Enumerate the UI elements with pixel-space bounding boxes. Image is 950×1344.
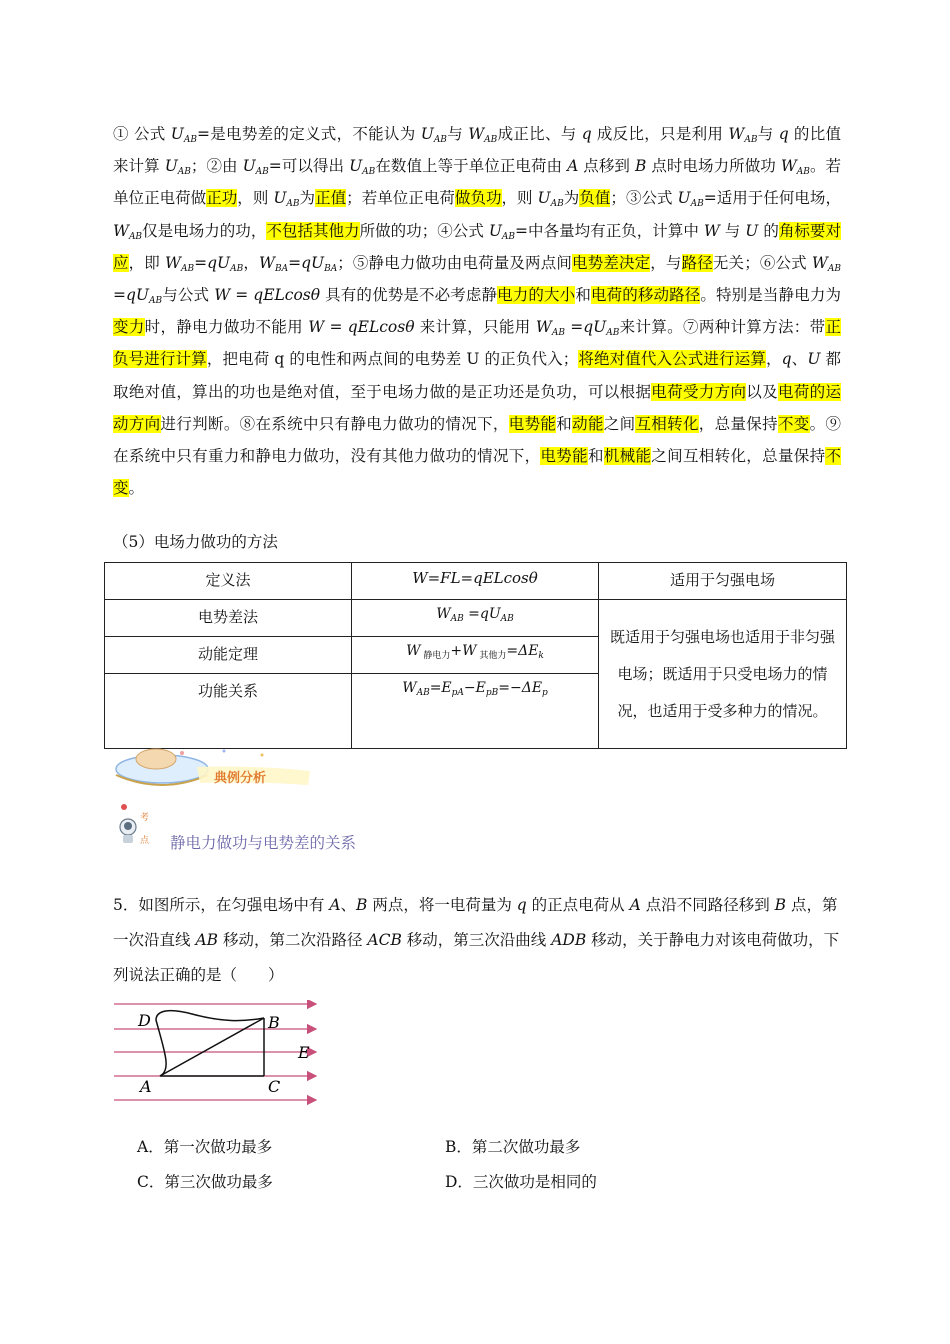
section-5-title: （5）电场力做功的方法 [113, 533, 278, 551]
knowledge-point-title: 静电力做功与电势差的关系 [170, 834, 357, 852]
highlight-force-direction: 电荷受力方向 [651, 382, 747, 401]
option-c[interactable]: C．第三次做功最多 [137, 1173, 273, 1191]
highlight-kinetic-energy: 动能 [572, 414, 604, 433]
highlight-signed-calculation: 正负号进行计算 [113, 318, 841, 369]
highlight-charge-path: 电荷的移动路径 [590, 286, 701, 305]
highlight-negative-work: 做负功 [454, 189, 502, 208]
method-cell: 定义法 [105, 563, 352, 600]
highlight-constant: 不变 [777, 414, 810, 433]
highlight-mechanical-energy: 机械能 [603, 447, 652, 466]
highlight-determined-by-voltage: 电势差决定 [572, 253, 651, 272]
method-cell: 电势差法 [105, 600, 352, 637]
highlight-potential-energy: 电势能 [508, 414, 557, 433]
table-row [105, 563, 847, 600]
badge-bottom: 点 [140, 836, 150, 846]
badge-top: 考 [140, 813, 150, 823]
option-a[interactable]: A．第一次做功最多 [137, 1138, 273, 1156]
highlight-excludes-other-forces: 不包括其他力 [266, 221, 360, 240]
formula-cell: W=FL=qELcosθ [352, 563, 599, 600]
formula-cell: $W_{AB} =qU_{AB}$ [352, 600, 599, 637]
merged-scope-cell: 既适用于匀强电场也适用于非匀强电场；既适用于只受电场力的情况，也适用于受多种力的情况。 [599, 600, 847, 749]
label-A: A [140, 1077, 152, 1096]
highlight-positive-work: 正功 [206, 189, 238, 208]
highlight-mutual-conversion: 互相转化 [635, 414, 699, 433]
label-D: D [138, 1011, 151, 1030]
table-row [105, 600, 847, 637]
highlight-positive-value: 正值 [315, 189, 347, 208]
highlight-subscripts-match: 角标要对应 [113, 221, 841, 272]
method-cell: 动能定理 [105, 637, 352, 674]
method-cell: 功能关系 [105, 674, 352, 749]
scope-cell: 适用于匀强电场 [599, 563, 847, 600]
highlight-force-magnitude: 电力的大小 [497, 286, 576, 305]
label-E: E [298, 1043, 310, 1062]
highlight-negative-value: 负值 [579, 189, 611, 208]
banner-title: 典例分析 [214, 771, 267, 786]
highlight-path: 路径 [681, 253, 713, 272]
highlight-absolute-value: 将绝对值代入公式进行运算 [578, 350, 766, 369]
option-d[interactable]: D．三次做功是相同的 [445, 1173, 597, 1191]
highlight-motion-direction: 电荷的运动方向 [113, 382, 841, 433]
highlight-potential-energy-2: 电势能 [540, 447, 588, 466]
label-B: B [268, 1013, 280, 1032]
label-C: C [268, 1077, 281, 1096]
highlight-constant-2: 不变 [113, 447, 841, 498]
question-5: 5．如图所示，在匀强电场中有 A、B 两点，将一电荷量为 q 的正点电荷从 A 点沿不同路径移到 B 点，第一次沿直线 AB 移动，第二次沿路径 ACB 移动，第三次沿曲线 ADB 移动，关于静电力对该电荷做功，下列说法正确的是（ ） [113, 896, 840, 984]
astronaut-icon [120, 804, 136, 843]
summary-paragraph: ① 公式 $U_{AB}=$是电势差的定义式，不能认为 $U_{AB}$与 $W_{AB}$成正比、与 q 成反比，只是利用 $W_{AB}$与 q 的比值来计算 $U_{AB}$；②由 $U_{AB}=$可以得出 $U_{AB}$在数值上等于单位正电荷由 A 点移到 B 点时电场力所做功 $W_{AB}$。若单位正电荷做正功，则 $U_{AB}$为正值；若单位正电荷做负功，则 $U_{AB}$为负值；③公式 $U_{AB}=$适用于任何电场，$W_{AB}$仅是电场力的功，不包括其他力所做的功；④公式 $U_{AB}=$中各量均有正负，计算中 W 与 U 的角标要对应，即 $W_{AB}=qU_{AB}$，$W_{BA}=qU_{BA}$；⑤静电力做功由电荷量及两点间电势差决定，与路径无关；⑥公式 $W_{AB} =qU_{AB}$与公式 W = qELcosθ 具有的优势是不必考虑静电力的大小和电荷的移动路径。特别是当静电力为变力时，静电力做功不能用 W = qELcosθ 来计算，只能用 $W_{AB} =qU_{AB}$来计算。⑦两种计算方法：带正负号进行计算，把电荷 q 的电性和两点间的电势差 U 的正负代入；将绝对值代入公式进行运算，q、U 都取绝对值，算出的功也是绝对值，至于电场力做的是正功还是负功，可以根据电荷受力方向以及电荷的运动方向进行判断。⑧在系统中只有静电力做功的情况下，电势能和动能之间互相转化，总量保持不变。⑨在系统中只有重力和静电力做功，没有其他力做功的情况下，电势能和机械能之间互相转化，总量保持不变。 [113, 125, 842, 498]
option-b[interactable]: B．第二次做功最多 [445, 1138, 581, 1156]
paths [156, 1011, 264, 1076]
work-methods-table [104, 562, 847, 749]
highlight-variable-force: 变力 [113, 318, 145, 337]
formula-cell: W $_{静电力}$+W $_{其他力}=\Delta E_k$ [352, 637, 599, 674]
formula-cell: $W_{AB}=E_{pA}-E_{pB}=-\Delta E_p$ [352, 674, 599, 749]
electric-field-figure [112, 1000, 322, 1108]
